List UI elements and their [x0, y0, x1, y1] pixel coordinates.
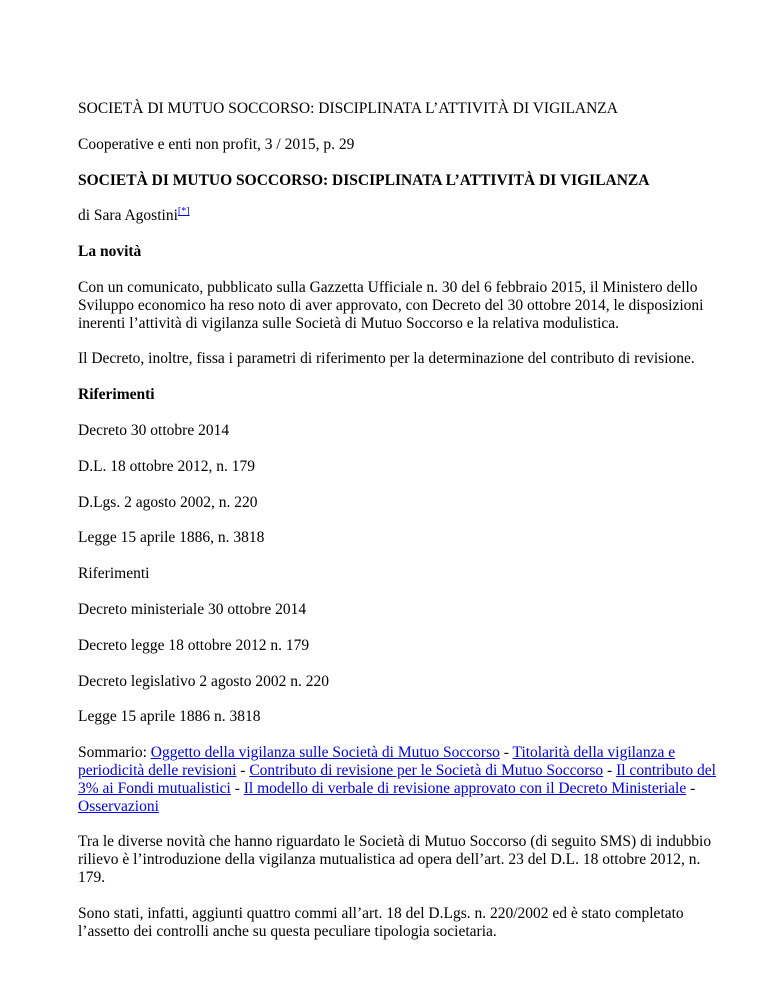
author-line [78, 207, 718, 225]
novita-paragraph-2: Il Decreto, inoltre, fissa i parametri di riferimento per la determinazione del contributo di revisione. [78, 350, 695, 368]
novita-paragraph-1: Con un comunicato, pubblicato sulla Gazzetta Ufficiale n. 30 del 6 febbraio 2015, il Ministero dello Sviluppo economico ha reso noto di aver approvato, con Decreto del 30 ottobre 2014, le disposizioni inerenti l’attività di vigilanza sulle Società di Mutuo Soccorso e la relativa modulistica. [78, 278, 704, 332]
header-title: SOCIETÀ DI MUTUO SOCCORSO: DISCIPLINATA L’ATTIVITÀ DI VIGILANZA [78, 100, 618, 117]
section-heading-riferimenti: Riferimenti [78, 386, 155, 404]
riferimento-long-item: Decreto legge 18 ottobre 2012 n. 179 [78, 636, 310, 654]
riferimento-long-item: Decreto ministeriale 30 ottobre 2014 [78, 600, 307, 618]
sommario-separator: - [686, 779, 696, 797]
riferimento-long-item: Legge 15 aprile 1886 n. 3818 [78, 708, 261, 726]
sommario-link-oggetto[interactable]: Oggetto della vigilanza sulle Società di Mutuo Soccorso [150, 744, 500, 762]
sommario-separator: - [230, 779, 244, 797]
article-title: SOCIETÀ DI MUTUO SOCCORSO: DISCIPLINATA L’ATTIVITÀ DI VIGILANZA [78, 171, 650, 189]
body-paragraph-2: Sono stati, infatti, aggiunti quattro commi all’art. 18 del D.Lgs. n. 220/2002 ed è stato completato l’assetto dei controlli anche su questa peculiare tipologia societaria. [78, 904, 684, 940]
sommario-label: Sommario: [78, 744, 151, 762]
section-heading-novita: La novità [78, 243, 142, 261]
author-footnote-link[interactable]: [*] [177, 206, 190, 218]
sommario-link-osservazioni[interactable]: Osservazioni [78, 797, 159, 815]
riferimenti-label: Riferimenti [78, 565, 150, 583]
sommario-separator: - [499, 744, 513, 762]
riferimento-item: Decreto 30 ottobre 2014 [78, 421, 230, 439]
sommario-link-titolarita[interactable]: Titolarità della vigilanza e periodicità delle revisioni [78, 744, 676, 779]
sommario-separator: - [236, 761, 250, 779]
riferimento-item: Legge 15 aprile 1886, n. 3818 [78, 529, 265, 547]
sommario-link-modello-verbale[interactable]: Il modello di verbale di revisione approvato con il Decreto Ministeriale [243, 779, 687, 797]
document-page [78, 88, 718, 940]
sommario-link-contributo-revisione[interactable]: Contributo di revisione per le Società di Mutuo Soccorso [249, 761, 604, 779]
sommario [78, 744, 718, 815]
riferimento-item: D.L. 18 ottobre 2012, n. 179 [78, 457, 255, 475]
riferimento-item: D.Lgs. 2 agosto 2002, n. 220 [78, 493, 258, 511]
sommario-link-contributo-3[interactable]: Il contributo del 3% ai Fondi mutualistici [78, 761, 716, 797]
riferimento-long-item: Decreto legislativo 2 agosto 2002 n. 220 [78, 672, 329, 690]
author-name: di Sara Agostini [78, 207, 178, 225]
source-line: Cooperative e enti non profit, 3 / 2015, p. 29 [78, 135, 355, 153]
sommario-separator: - [603, 761, 617, 779]
body-paragraph-1: Tra le diverse novità che hanno riguardato le Società di Mutuo Soccorso (di seguito SMS) di indubbio rilievo è l’introduzione della vigilanza mutualistica ad opera dell’art. 23 del D.L. 18 ottobre 2012, n. 179. [78, 833, 712, 886]
